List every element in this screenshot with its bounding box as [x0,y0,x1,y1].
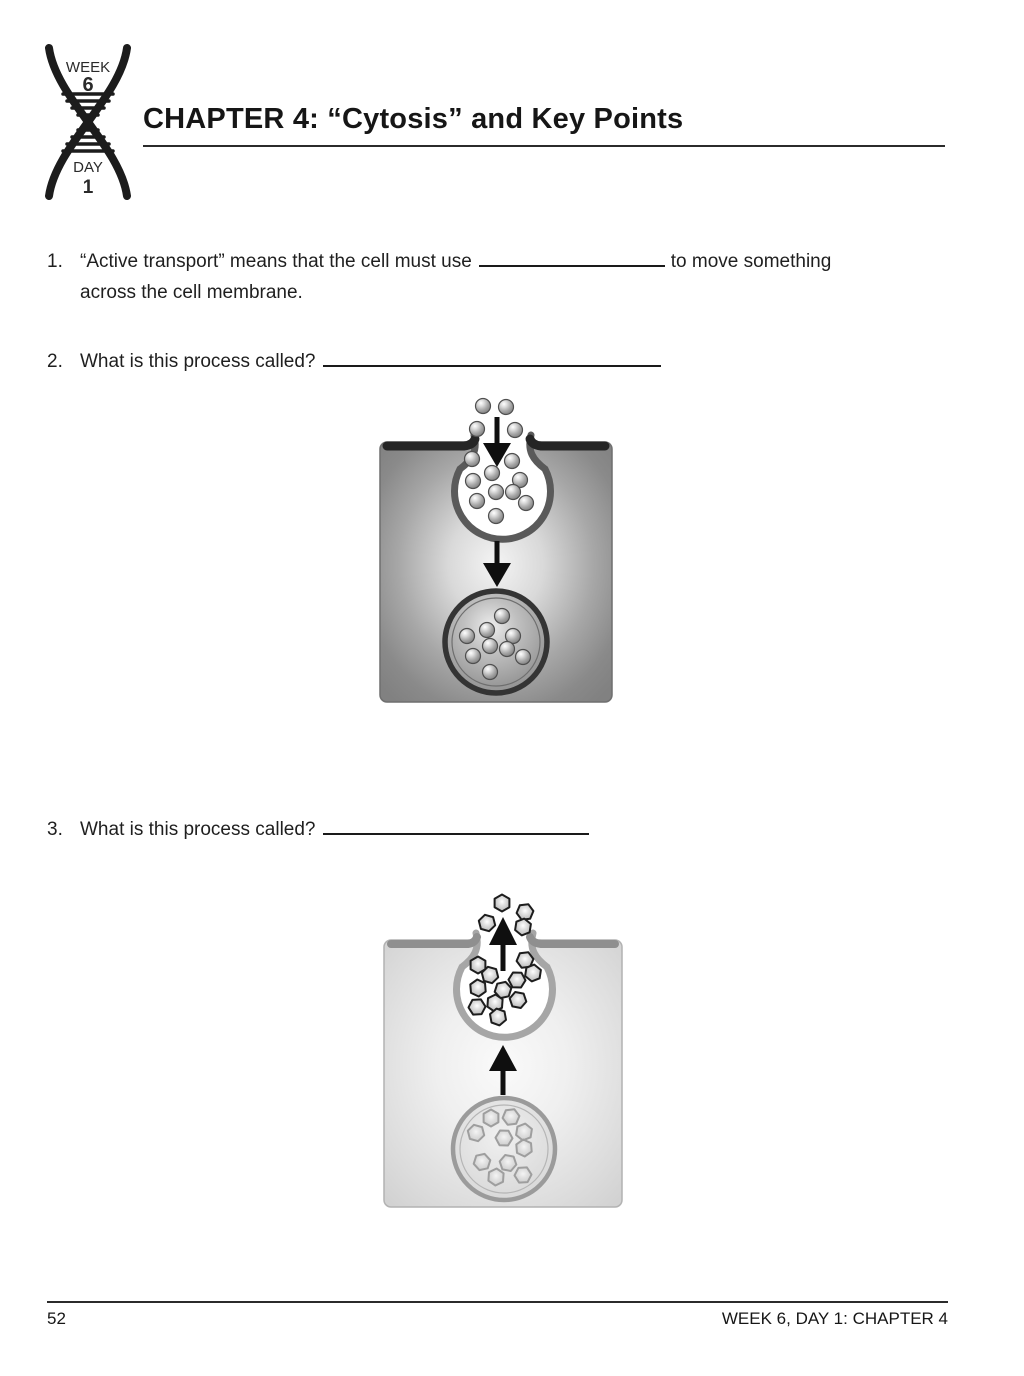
particle-hexagon [525,965,541,982]
particle-sphere [489,485,504,500]
particle-hexagon [468,1125,484,1141]
question-2 [47,351,957,373]
question-2-text: What is this process called? [80,351,316,372]
particle-sphere [465,452,480,467]
particle-sphere [470,494,485,509]
particle-sphere [470,422,485,437]
particle-sphere [506,485,521,500]
particle-sphere [483,665,498,680]
day-label: DAY [73,159,103,176]
particle-hexagon [517,904,534,920]
title-rule [143,145,945,147]
particle-hexagon [488,1169,503,1186]
question-3-number: 3. [47,819,63,840]
particle-sphere [480,623,495,638]
particle-hexagon [509,973,526,988]
question-3-blank [323,820,589,835]
question-3-text: What is this process called? [80,819,316,840]
page-number: 52 [47,1309,66,1328]
particle-hexagon [495,895,510,912]
particle-hexagon [479,915,495,931]
question-1-number: 1. [47,251,63,272]
question-1 [47,251,957,304]
particle-hexagon [490,1009,506,1026]
particle-hexagon [469,999,486,1014]
exocytosis-diagram [381,883,625,1215]
dna-week-day-icon [38,42,138,202]
particle-hexagon [482,967,498,983]
question-3 [47,819,957,841]
particle-hexagon [516,1124,532,1141]
particle-sphere [499,400,514,415]
particle-sphere [508,423,523,438]
particle-sphere [505,454,520,469]
running-header: WEEK 6, DAY 1: CHAPTER 4 [721,1309,948,1328]
question-2-number: 2. [47,351,63,372]
particle-sphere [466,474,481,489]
particle-hexagon [510,992,527,1008]
question-2-blank [323,352,661,367]
particle-sphere [519,496,534,511]
particle-hexagon [516,1140,531,1157]
particle-sphere [476,399,491,414]
footer-rule [47,1301,948,1303]
week-number: 6 [82,74,94,96]
particle-hexagon [496,1131,513,1146]
question-1-text-after: to move something [670,251,832,272]
particle-hexagon [515,919,531,936]
endocytosis-diagram [376,389,616,711]
day-number: 1 [82,177,94,198]
particle-sphere [466,649,481,664]
particle-sphere [500,642,515,657]
particle-sphere [489,509,504,524]
particle-hexagon [500,1155,517,1171]
question-1-blank [479,252,665,267]
particle-sphere [483,639,498,654]
particle-hexagon [484,1110,499,1127]
particle-sphere [460,629,475,644]
particle-hexagon [503,1109,520,1125]
page-title: CHAPTER 4: “Cytosis” and Key Points [143,103,684,135]
week-label: WEEK [65,59,111,76]
particle-sphere [485,466,500,481]
particle-sphere [516,650,531,665]
particle-hexagon [470,980,485,997]
question-1-line2: across the cell membrane. [80,282,303,303]
particle-hexagon [515,1167,532,1182]
particle-sphere [495,609,510,624]
question-1-text: “Active transport” means that the cell must use [80,251,472,272]
particle-hexagon [474,1154,491,1170]
